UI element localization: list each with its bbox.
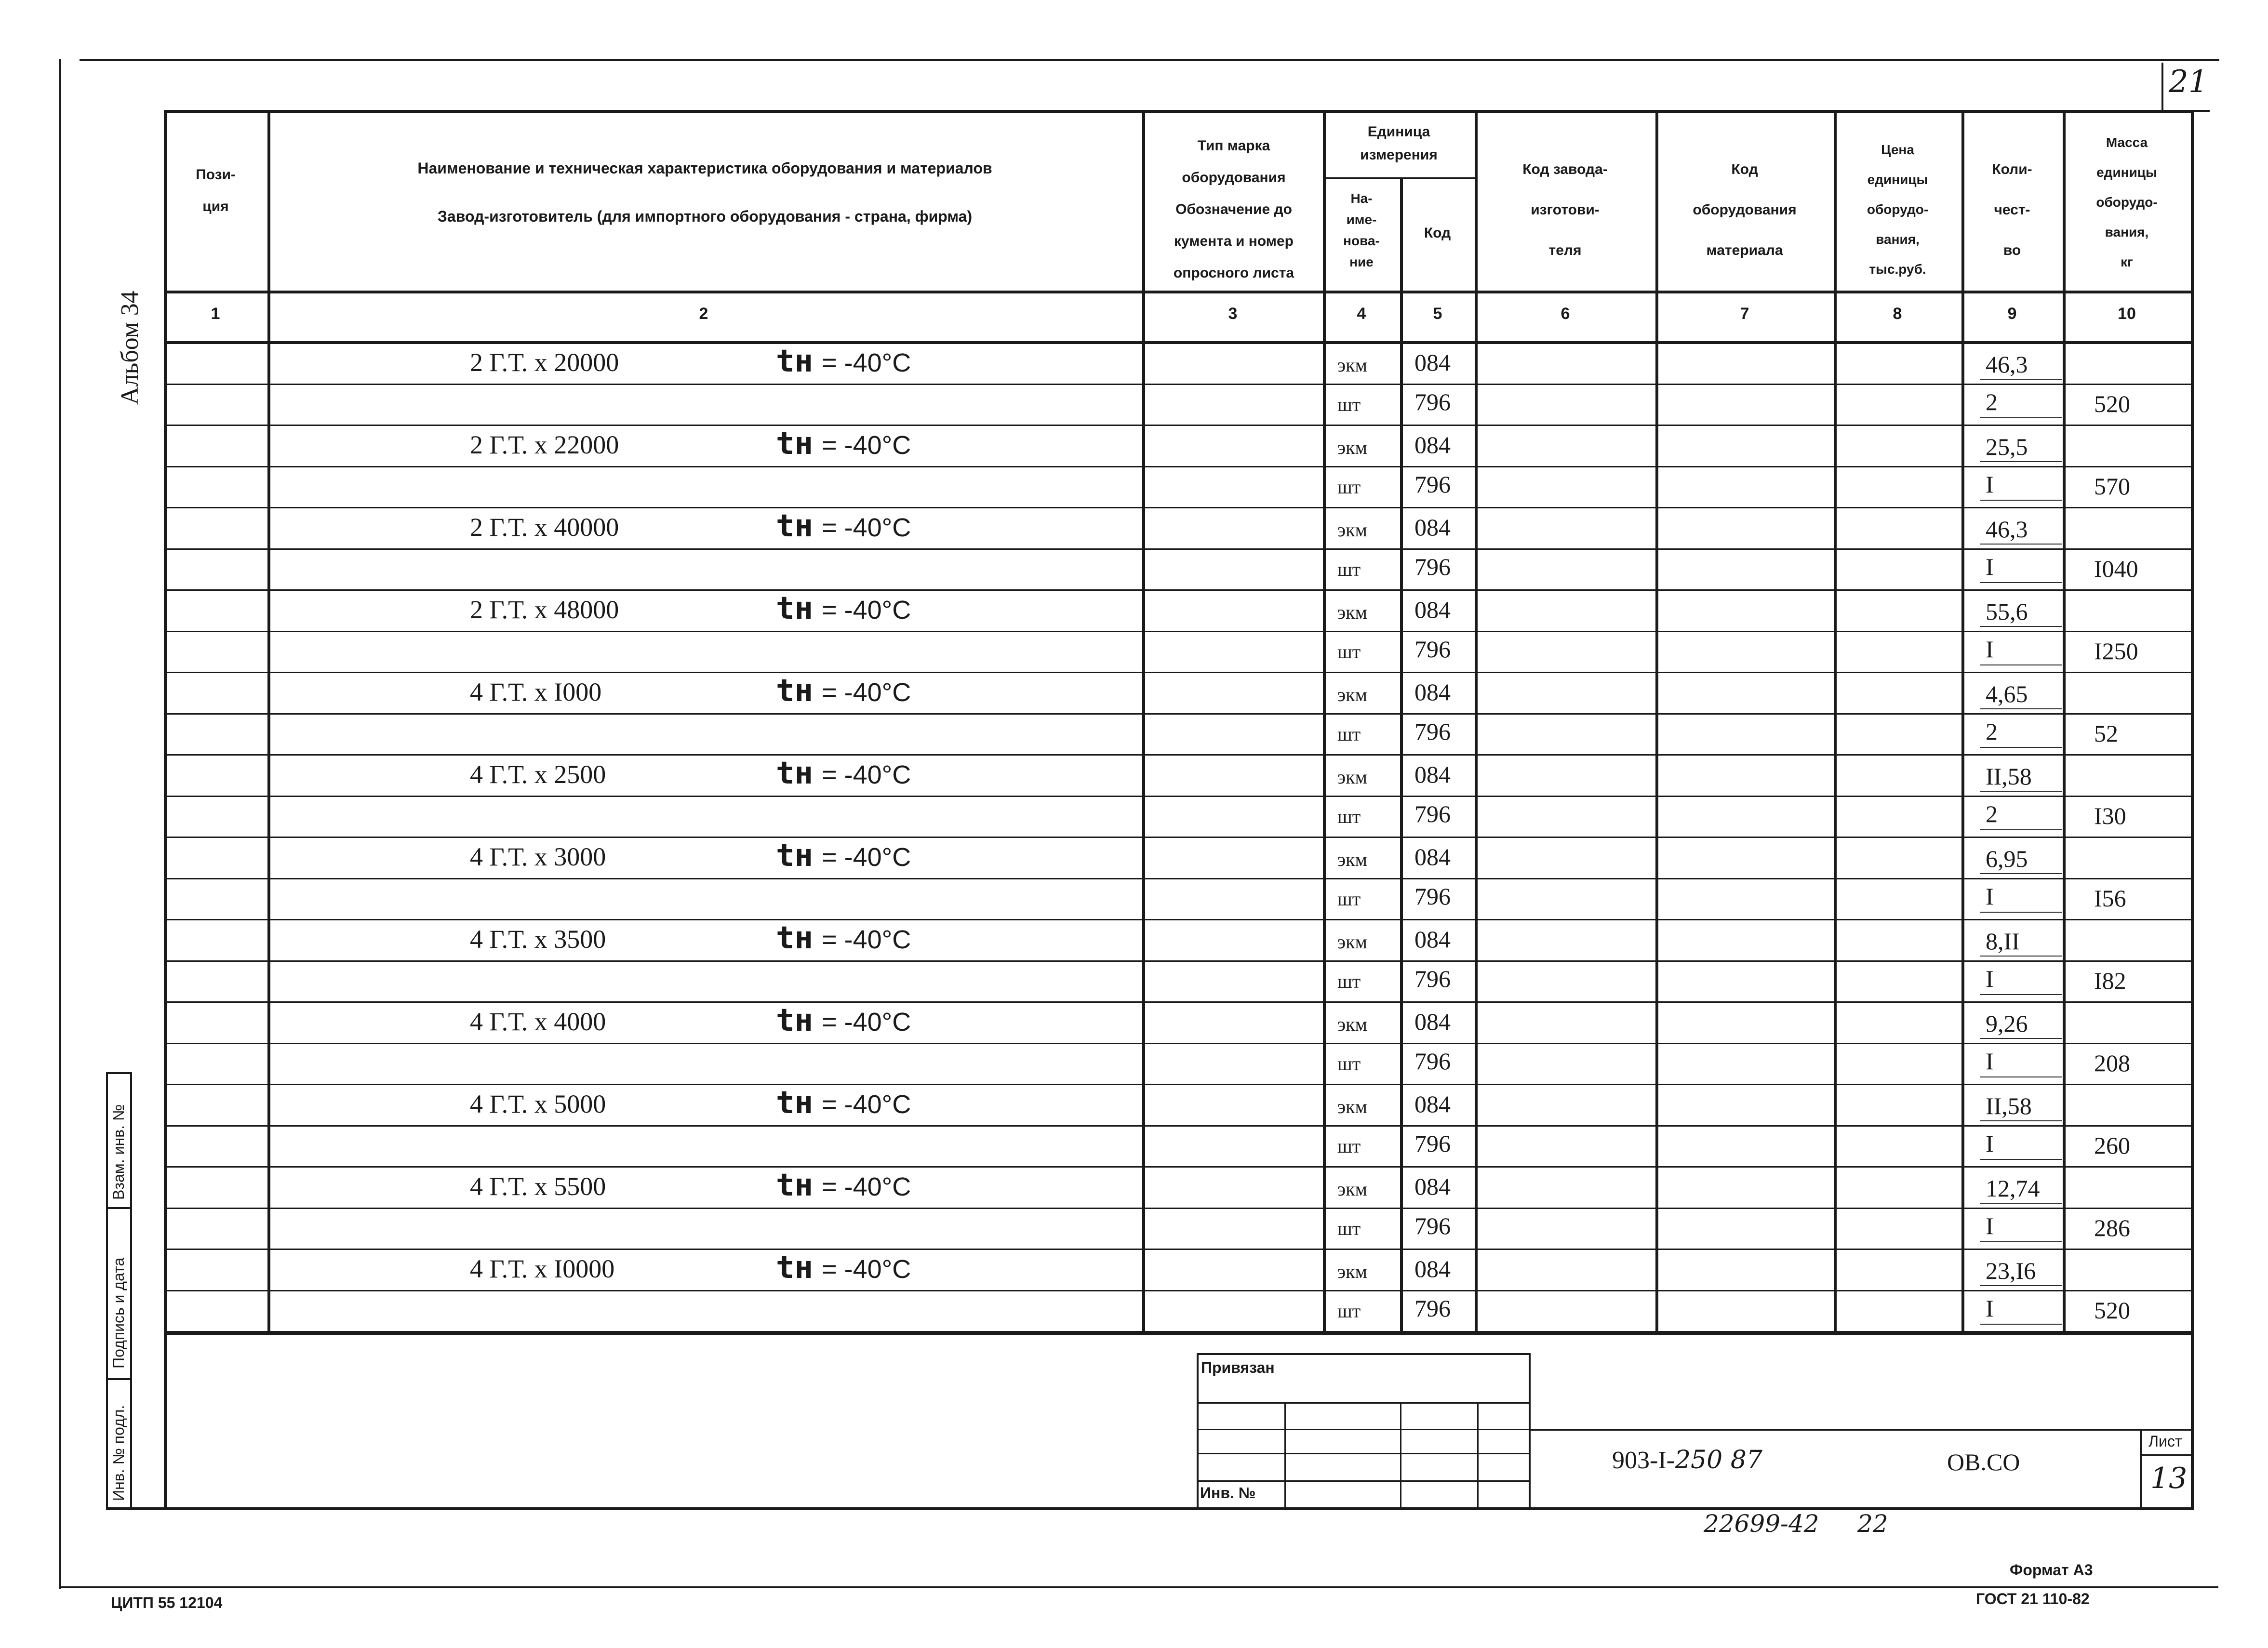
header-mass: Масса единицы оборудо- вания, кг <box>2096 135 2158 269</box>
unit-name: экм <box>1337 437 1367 458</box>
quantity-underline <box>1980 956 2062 957</box>
quantity: 23,I6 <box>1986 1257 2036 1284</box>
tb-main-top <box>1529 1429 2194 1431</box>
unit-name: шт <box>1337 1300 1361 1322</box>
inv-no-label: Инв. № <box>1200 1484 1256 1502</box>
row-line <box>164 960 2194 962</box>
tn-value: = -40°C <box>822 513 911 542</box>
row-line <box>164 1290 2194 1291</box>
doc-code-hand: 250 87 <box>1674 1446 1762 1475</box>
header-position: Пози- ция <box>196 167 236 214</box>
item-name: 4 Г.Т. х I0000 <box>470 1254 615 1283</box>
quantity-underline <box>1980 1038 2062 1039</box>
item-name: 2 Г.Т. х 48000 <box>470 595 619 624</box>
unit-name: экм <box>1337 1178 1367 1200</box>
unit-name: экм <box>1337 931 1367 953</box>
quantity: I <box>1986 471 1994 498</box>
tn-value: = -40°C <box>822 925 911 954</box>
row-line <box>164 466 2194 467</box>
album-label: Альбом 34 <box>116 291 144 405</box>
tn-symbol: tн <box>776 1003 814 1038</box>
quantity-underline <box>1980 1241 2062 1242</box>
unit-mass: 520 <box>2094 1297 2130 1324</box>
design-temperature <box>776 508 911 544</box>
unit-code: 796 <box>1414 1212 1451 1239</box>
frame-top <box>80 59 2219 61</box>
item-name: 4 Г.Т. х I000 <box>470 678 602 706</box>
unit-name: экм <box>1337 1096 1367 1117</box>
header-name-line2: Завод-изготовитель (для импортного оборудования - страна, фирма) <box>437 208 973 225</box>
table-bottom-border <box>164 1332 2194 1335</box>
unit-code: 796 <box>1414 965 1451 992</box>
colnum-7: 7 <box>1740 305 1749 323</box>
unit-code: 084 <box>1414 761 1451 788</box>
row-line <box>164 1249 2194 1250</box>
quantity-underline <box>1980 544 2062 545</box>
colnum-4: 4 <box>1357 305 1366 323</box>
row-line <box>164 589 2194 591</box>
col-line-0 <box>164 110 167 1507</box>
corner-box-left <box>2161 63 2163 111</box>
quantity: 9,26 <box>1986 1010 2028 1037</box>
item-name: 2 Г.Т. х 40000 <box>470 513 619 542</box>
row-line <box>164 1208 2194 1209</box>
item-name: 2 Г.Т. х 22000 <box>470 430 619 459</box>
unit-code: 084 <box>1414 349 1451 376</box>
unit-name: шт <box>1337 1135 1361 1157</box>
tn-value: = -40°C <box>822 1255 911 1284</box>
colnum-5: 5 <box>1433 305 1442 323</box>
unit-code: 084 <box>1414 1173 1451 1200</box>
item-name: 4 Г.Т. х 5000 <box>470 1090 606 1118</box>
header-equipment-code: Код оборудования материала <box>1693 161 1797 258</box>
item-name: 4 Г.Т. х 2500 <box>470 760 606 789</box>
row-line <box>164 548 2194 550</box>
unit-name: шт <box>1337 888 1361 910</box>
quantity-underline <box>1980 1159 2062 1160</box>
col-line-4 <box>1400 178 1403 1334</box>
header-type: Тип марка оборудования Обозначение до кумента и номер опросного листа <box>1173 138 1294 281</box>
tn-value: = -40°C <box>822 596 911 625</box>
tb-r2 <box>1197 1429 1529 1430</box>
tn-symbol: tн <box>776 344 814 379</box>
tn-value: = -40°C <box>822 843 911 872</box>
footer-gost: ГОСТ 21 110-82 <box>1976 1590 2090 1608</box>
list-box-left <box>2140 1429 2142 1508</box>
unit-name: экм <box>1337 849 1367 870</box>
colnum-3: 3 <box>1228 305 1238 323</box>
unit-name: шт <box>1337 806 1361 827</box>
row-line <box>164 1166 2194 1168</box>
unit-mass: 520 <box>2094 390 2130 417</box>
design-temperature <box>776 756 911 791</box>
quantity: 4,65 <box>1986 680 2028 707</box>
row-line <box>164 1001 2194 1003</box>
col-line-2 <box>1142 110 1145 1334</box>
tb-r1 <box>1197 1402 1529 1404</box>
quantity: 2 <box>1986 388 1998 415</box>
row-line <box>164 713 2194 715</box>
unit-name: экм <box>1337 354 1367 376</box>
quantity: 12,74 <box>1986 1175 2040 1202</box>
colnum-6: 6 <box>1561 305 1570 323</box>
design-temperature <box>776 1250 911 1286</box>
stamp-mid <box>130 1072 132 1508</box>
quantity: I <box>1986 636 1994 663</box>
unit-mass: 286 <box>2094 1214 2130 1241</box>
unit-code: 084 <box>1414 514 1451 541</box>
unit-name: экм <box>1337 766 1367 788</box>
privyazan-label: Привязан <box>1201 1359 1275 1376</box>
unit-code: 796 <box>1414 1048 1451 1075</box>
quantity-underline <box>1980 500 2062 501</box>
unit-name: шт <box>1337 641 1361 663</box>
col-line-5 <box>1475 110 1478 1334</box>
stamp-div2 <box>106 1378 132 1380</box>
tn-value: = -40°C <box>822 678 911 707</box>
unit-code: 084 <box>1414 596 1451 623</box>
tb-r3 <box>1197 1453 1529 1454</box>
unit-mass: I250 <box>2094 638 2138 665</box>
quantity: II,58 <box>1986 763 2032 790</box>
unit-code: 084 <box>1414 678 1451 705</box>
design-temperature <box>776 1085 911 1121</box>
unit-code: 796 <box>1414 1295 1451 1322</box>
unit-name: экм <box>1337 1261 1367 1282</box>
col-line-10 <box>2191 110 2194 1507</box>
unit-name: шт <box>1337 476 1361 498</box>
unit-code: 084 <box>1414 431 1451 458</box>
doc-code <box>1612 1446 1762 1475</box>
quantity-underline <box>1980 1285 2062 1286</box>
header-price: Цена единицы оборудо- вания, тыс.руб. <box>1867 142 1929 277</box>
row-line <box>164 1084 2194 1085</box>
quantity: I <box>1986 1212 1994 1239</box>
unit-code: 796 <box>1414 471 1451 498</box>
header-plant-code: Код завода- изготови- теля <box>1522 161 1608 258</box>
unit-name: шт <box>1337 558 1361 580</box>
quantity-underline <box>1980 912 2062 913</box>
unit-mass: I040 <box>2094 555 2138 582</box>
unit-name: экм <box>1337 601 1367 623</box>
quantity-underline <box>1980 1203 2062 1204</box>
quantity: I <box>1986 1130 1994 1157</box>
row-line <box>164 796 2194 797</box>
row-line <box>164 919 2194 920</box>
tn-value: = -40°C <box>822 760 911 789</box>
section-code: ОВ.СО <box>1947 1449 2020 1475</box>
design-temperature <box>776 426 911 462</box>
tn-symbol: tн <box>776 756 814 791</box>
tn-value: = -40°C <box>822 1090 911 1119</box>
unit-name: экм <box>1337 1013 1367 1035</box>
row-line <box>164 631 2194 632</box>
unit-mass: 52 <box>2094 720 2118 747</box>
row-line <box>164 837 2194 838</box>
row-line <box>164 878 2194 879</box>
stamp-original-inv: Инв. № подл. <box>110 1405 127 1501</box>
quantity: 8,II <box>1986 928 2020 955</box>
stamp-div1 <box>106 1207 132 1209</box>
header-unit-group: Единица измерения <box>1360 124 1438 163</box>
tb-right <box>1529 1353 1531 1508</box>
row-line <box>164 507 2194 508</box>
unit-code: 796 <box>1414 883 1451 910</box>
row-line <box>164 1125 2194 1127</box>
tn-symbol: tн <box>776 1085 814 1121</box>
item-name: 2 Г.Т. х 20000 <box>470 348 619 377</box>
unit-code: 796 <box>1414 636 1451 663</box>
unit-mass: I82 <box>2094 967 2126 994</box>
frame-left <box>59 59 61 1589</box>
unit-code: 796 <box>1414 553 1451 580</box>
tn-symbol: tн <box>776 920 814 956</box>
quantity: I <box>1986 1048 1994 1075</box>
footer-format: Формат А3 <box>2010 1561 2093 1579</box>
quantity: I <box>1986 965 1994 992</box>
unit-code: 084 <box>1414 1008 1451 1035</box>
quantity-underline <box>1980 829 2062 830</box>
quantity-underline <box>1980 708 2062 709</box>
unit-name: шт <box>1337 970 1361 992</box>
stamp-top <box>106 1072 132 1074</box>
footer-left: ЦИТП 55 12104 <box>111 1594 223 1611</box>
stamp-left <box>106 1072 108 1508</box>
header-bottom-border <box>164 291 2194 293</box>
quantity-underline <box>1980 461 2062 462</box>
unit-code: 796 <box>1414 800 1451 827</box>
col-line-6 <box>1655 110 1658 1334</box>
unit-name: шт <box>1337 394 1361 415</box>
quantity-underline <box>1980 747 2062 748</box>
quantity-underline <box>1980 582 2062 583</box>
tn-symbol: tн <box>776 1168 814 1203</box>
tn-value: = -40°C <box>822 431 911 460</box>
list-label: Лист <box>2148 1433 2182 1450</box>
doc-code-print: 903-I- <box>1612 1447 1675 1474</box>
tn-value: = -40°C <box>822 1008 911 1037</box>
row-line <box>164 754 2194 756</box>
quantity-underline <box>1980 379 2062 380</box>
unit-mass: 208 <box>2094 1050 2130 1077</box>
design-temperature <box>776 920 911 956</box>
tn-symbol: tн <box>776 673 814 709</box>
unit-mass: I30 <box>2094 802 2126 829</box>
quantity: 46,3 <box>1986 351 2028 378</box>
item-name: 4 Г.Т. х 4000 <box>470 1007 606 1036</box>
tn-symbol: tн <box>776 426 814 462</box>
sheet-corner-number: 21 <box>2169 64 2208 100</box>
unit-mass: 260 <box>2094 1132 2130 1159</box>
design-temperature <box>776 673 911 709</box>
row-line <box>164 425 2194 426</box>
quantity: 55,6 <box>1986 598 2028 625</box>
quantity-underline <box>1980 873 2062 874</box>
unit-code: 084 <box>1414 1255 1451 1282</box>
quantity: II,58 <box>1986 1092 2032 1119</box>
unit-mass: I56 <box>2094 885 2126 912</box>
tn-value: = -40°C <box>822 348 911 377</box>
unit-name: шт <box>1337 723 1361 745</box>
unit-mass: 570 <box>2094 473 2130 500</box>
col-line-8 <box>1961 110 1964 1334</box>
design-temperature <box>776 344 911 379</box>
quantity-underline <box>1980 1120 2062 1121</box>
unit-name: шт <box>1337 1053 1361 1075</box>
header-unit-code: Код <box>1424 225 1451 241</box>
frame-bottom-outer <box>59 1586 2218 1588</box>
stamp-signature-date: Подпись и дата <box>110 1257 127 1369</box>
unit-name: экм <box>1337 519 1367 541</box>
unit-code: 796 <box>1414 718 1451 745</box>
unit-code: 796 <box>1414 1130 1451 1157</box>
quantity: I <box>1986 553 1994 580</box>
row-line <box>164 1331 2194 1332</box>
unit-code: 084 <box>1414 843 1451 870</box>
col-line-1 <box>267 110 270 1334</box>
quantity-underline <box>1980 994 2062 995</box>
quantity-underline <box>1980 417 2062 418</box>
colnum-10: 10 <box>2118 305 2136 323</box>
unit-code: 084 <box>1414 1090 1451 1117</box>
quantity: I <box>1986 883 1994 910</box>
quantity: 6,95 <box>1986 845 2028 872</box>
colnum-2: 2 <box>699 305 708 323</box>
unit-name: шт <box>1337 1218 1361 1239</box>
design-temperature <box>776 1168 911 1203</box>
item-name: 4 Г.Т. х 3000 <box>470 842 606 871</box>
tn-symbol: tн <box>776 591 814 626</box>
tb-c2 <box>1400 1402 1401 1507</box>
quantity: 2 <box>1986 800 1998 827</box>
header-unit-name: На- име- нова- ние <box>1343 191 1380 269</box>
tn-symbol: tн <box>776 508 814 544</box>
table-top-border <box>164 110 2194 113</box>
header-quantity: Коли- чест- во <box>1992 161 2032 258</box>
colnum-bottom-border <box>164 341 2194 344</box>
row-line <box>164 384 2194 385</box>
tb-left <box>1197 1353 1199 1508</box>
colnum-9: 9 <box>2007 305 2017 323</box>
tb-c3 <box>1477 1402 1479 1507</box>
unit-code: 084 <box>1414 926 1451 953</box>
unit-name: экм <box>1337 684 1367 705</box>
item-name: 4 Г.Т. х 3500 <box>470 925 606 954</box>
stamp-replace-inv: Взам. инв. № <box>110 1104 127 1200</box>
tn-symbol: tн <box>776 1250 814 1286</box>
colnum-1: 1 <box>211 305 220 323</box>
tn-value: = -40°C <box>822 1172 911 1201</box>
row-line <box>164 672 2194 673</box>
design-temperature <box>776 838 911 874</box>
header-name-line1: Наименование и техническая характеристика оборудования и материалов <box>417 159 992 177</box>
item-name: 4 Г.Т. х 5500 <box>470 1172 606 1201</box>
quantity: I <box>1986 1295 1994 1322</box>
row-line <box>164 1043 2194 1044</box>
quantity: 46,3 <box>1986 516 2028 543</box>
design-temperature <box>776 1003 911 1038</box>
unit-group-divider <box>1323 177 1476 179</box>
quantity-underline <box>1980 791 2062 792</box>
handwritten-note: 22699-42 22 <box>1704 1510 1888 1538</box>
tn-symbol: tн <box>776 838 814 874</box>
unit-code: 796 <box>1414 388 1451 415</box>
quantity: 2 <box>1986 718 1998 745</box>
quantity: 25,5 <box>1986 433 2028 460</box>
list-number: 13 <box>2150 1462 2188 1495</box>
quantity-underline <box>1980 1324 2062 1325</box>
col-line-7 <box>1834 110 1837 1334</box>
col-line-3 <box>1323 110 1326 1334</box>
design-temperature <box>776 591 911 626</box>
colnum-8: 8 <box>1893 305 1902 323</box>
quantity-underline <box>1980 626 2062 627</box>
tb-c1 <box>1284 1402 1286 1507</box>
col-line-9 <box>2063 110 2066 1334</box>
